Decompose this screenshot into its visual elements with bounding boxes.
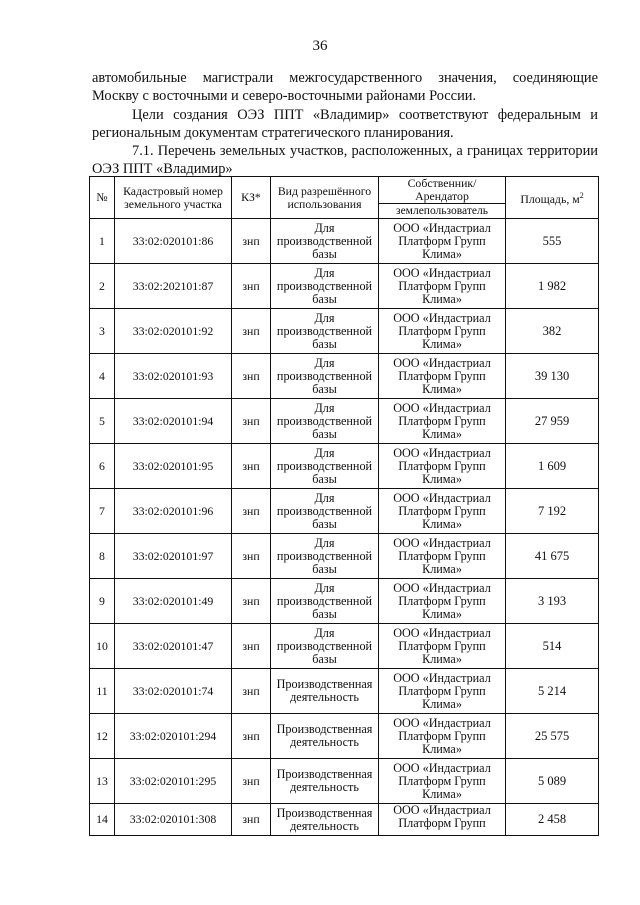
cell-cadastral: 33:02:020101:74 xyxy=(115,669,232,714)
cell-owner: ООО «Индастриал Платформ Групп Клима» xyxy=(379,309,506,354)
cell-num: 14 xyxy=(90,804,115,836)
cell-area: 27 959 xyxy=(506,399,599,444)
cell-kz: знп xyxy=(232,534,271,579)
cell-num: 12 xyxy=(90,714,115,759)
cell-num: 13 xyxy=(90,759,115,804)
cell-num: 7 xyxy=(90,489,115,534)
cell-usage: Для производственной базы xyxy=(271,624,379,669)
cell-kz: знп xyxy=(232,264,271,309)
paragraph-2: Цели создания ОЭЗ ППТ «Владимир» соответствуют федеральным и региональным документам стратегического планирования. xyxy=(92,107,598,141)
table-row xyxy=(90,219,599,264)
cell-cadastral: 33:02:020101:294 xyxy=(115,714,232,759)
cell-usage: Для производственной базы xyxy=(271,579,379,624)
table-row xyxy=(90,264,599,309)
cell-owner: ООО «Индастриал Платформ Групп Клима» xyxy=(379,714,506,759)
header-num: № xyxy=(90,177,115,219)
cell-usage: Производственная деятельность xyxy=(271,669,379,714)
cell-cadastral: 33:02:202101:87 xyxy=(115,264,232,309)
paragraph-3: 7.1. Перечень земельных участков, расположенных, а границах территории ОЭЗ ППТ «Владимир» xyxy=(92,143,598,177)
cell-owner: ООО «Индастриал Платформ Групп Клима» xyxy=(379,759,506,804)
cell-cadastral: 33:02:020101:295 xyxy=(115,759,232,804)
header-usage: Вид разрешённого использования xyxy=(271,177,379,219)
cell-area: 555 xyxy=(506,219,599,264)
cell-num: 1 xyxy=(90,219,115,264)
cell-num: 2 xyxy=(90,264,115,309)
cell-area: 514 xyxy=(506,624,599,669)
cell-num: 6 xyxy=(90,444,115,489)
header-cadastral: Кадастровый номер земельного участка xyxy=(115,177,232,219)
cell-kz: знп xyxy=(232,579,271,624)
cell-kz: знп xyxy=(232,309,271,354)
cell-kz: знп xyxy=(232,489,271,534)
cell-usage: Для производственной базы xyxy=(271,309,379,354)
cell-owner: ООО «Индастриал Платформ Групп Клима» xyxy=(379,264,506,309)
cell-area: 41 675 xyxy=(506,534,599,579)
cell-cadastral: 33:02:020101:97 xyxy=(115,534,232,579)
cell-owner: ООО «Индастриал Платформ Групп Клима» xyxy=(379,669,506,714)
cell-owner: ООО «Индастриал Платформ Групп Клима» xyxy=(379,624,506,669)
cell-kz: знп xyxy=(232,219,271,264)
cell-owner: ООО «Индастриал Платформ Групп Клима» xyxy=(379,534,506,579)
land-parcels-table xyxy=(89,176,599,836)
header-owner-sub: землепользователь xyxy=(379,204,506,219)
cell-cadastral: 33:02:020101:94 xyxy=(115,399,232,444)
table-row xyxy=(90,399,599,444)
paragraph-1: автомобильные магистрали межгосударственного значения, соединяющие Москву с восточными и северо-восточными районами России. xyxy=(92,70,598,104)
table-row xyxy=(90,804,599,836)
cell-kz: знп xyxy=(232,354,271,399)
page-number: 36 xyxy=(312,38,328,54)
cell-area: 7 192 xyxy=(506,489,599,534)
table-row xyxy=(90,354,599,399)
cell-area: 382 xyxy=(506,309,599,354)
cell-usage: Производственная деятельность xyxy=(271,759,379,804)
cell-kz: знп xyxy=(232,669,271,714)
cell-cadastral: 33:02:020101:92 xyxy=(115,309,232,354)
cell-owner: ООО «Индастриал Платформ Групп Клима» xyxy=(379,579,506,624)
cell-owner: ООО «Индастриал Платформ Групп Клима» xyxy=(379,444,506,489)
header-owner: Собственник/ Арендатор xyxy=(379,177,506,204)
cell-owner: ООО «Индастриал Платформ Групп Клима» xyxy=(379,354,506,399)
cell-area: 5 089 xyxy=(506,759,599,804)
cell-usage: Для производственной базы xyxy=(271,534,379,579)
cell-area: 39 130 xyxy=(506,354,599,399)
cell-kz: знп xyxy=(232,714,271,759)
cell-num: 3 xyxy=(90,309,115,354)
cell-usage: Для производственной базы xyxy=(271,219,379,264)
cell-usage: Для производственной базы xyxy=(271,489,379,534)
header-area: Площадь, $м^2$ xyxy=(506,177,599,219)
cell-cadastral: 33:02:020101:93 xyxy=(115,354,232,399)
table-row xyxy=(90,309,599,354)
cell-owner: ООО «Индастриал Платформ Групп Клима» xyxy=(379,489,506,534)
cell-usage: Производственная деятельность xyxy=(271,804,379,836)
cell-area: 3 193 xyxy=(506,579,599,624)
table-row xyxy=(90,534,599,579)
cell-num: 11 xyxy=(90,669,115,714)
cell-area: 2 458 xyxy=(506,804,599,836)
cell-kz: знп xyxy=(232,444,271,489)
cell-area: 25 575 xyxy=(506,714,599,759)
table-row xyxy=(90,579,599,624)
cell-area: 1 609 xyxy=(506,444,599,489)
cell-cadastral: 33:02:020101:96 xyxy=(115,489,232,534)
cell-num: 8 xyxy=(90,534,115,579)
table-row xyxy=(90,444,599,489)
cell-cadastral: 33:02:020101:95 xyxy=(115,444,232,489)
cell-kz: знп xyxy=(232,804,271,836)
cell-owner: ООО «Индастриал Платформ Групп Клима» xyxy=(379,399,506,444)
cell-owner: ООО «Индастриал Платформ Групп Клима» xyxy=(379,219,506,264)
cell-usage: Для производственной базы xyxy=(271,264,379,309)
cell-num: 9 xyxy=(90,579,115,624)
cell-cadastral: 33:02:020101:47 xyxy=(115,624,232,669)
table-row xyxy=(90,489,599,534)
cell-usage: Для производственной базы xyxy=(271,354,379,399)
cell-cadastral: 33:02:020101:49 xyxy=(115,579,232,624)
cell-num: 10 xyxy=(90,624,115,669)
cell-cadastral: 33:02:020101:86 xyxy=(115,219,232,264)
cell-cadastral: 33:02:020101:308 xyxy=(115,804,232,836)
cell-usage: Для производственной базы xyxy=(271,399,379,444)
table-row xyxy=(90,759,599,804)
cell-owner: ООО «Индастриал Платформ Групп xyxy=(379,804,506,836)
cell-usage: Производственная деятельность xyxy=(271,714,379,759)
table-row xyxy=(90,669,599,714)
cell-area: 5 214 xyxy=(506,669,599,714)
cell-area: 1 982 xyxy=(506,264,599,309)
header-kz: КЗ* xyxy=(232,177,271,219)
cell-num: 5 xyxy=(90,399,115,444)
cell-kz: знп xyxy=(232,624,271,669)
table-row xyxy=(90,624,599,669)
cell-kz: знп xyxy=(232,399,271,444)
table-row xyxy=(90,714,599,759)
cell-usage: Для производственной базы xyxy=(271,444,379,489)
cell-num: 4 xyxy=(90,354,115,399)
cell-kz: знп xyxy=(232,759,271,804)
